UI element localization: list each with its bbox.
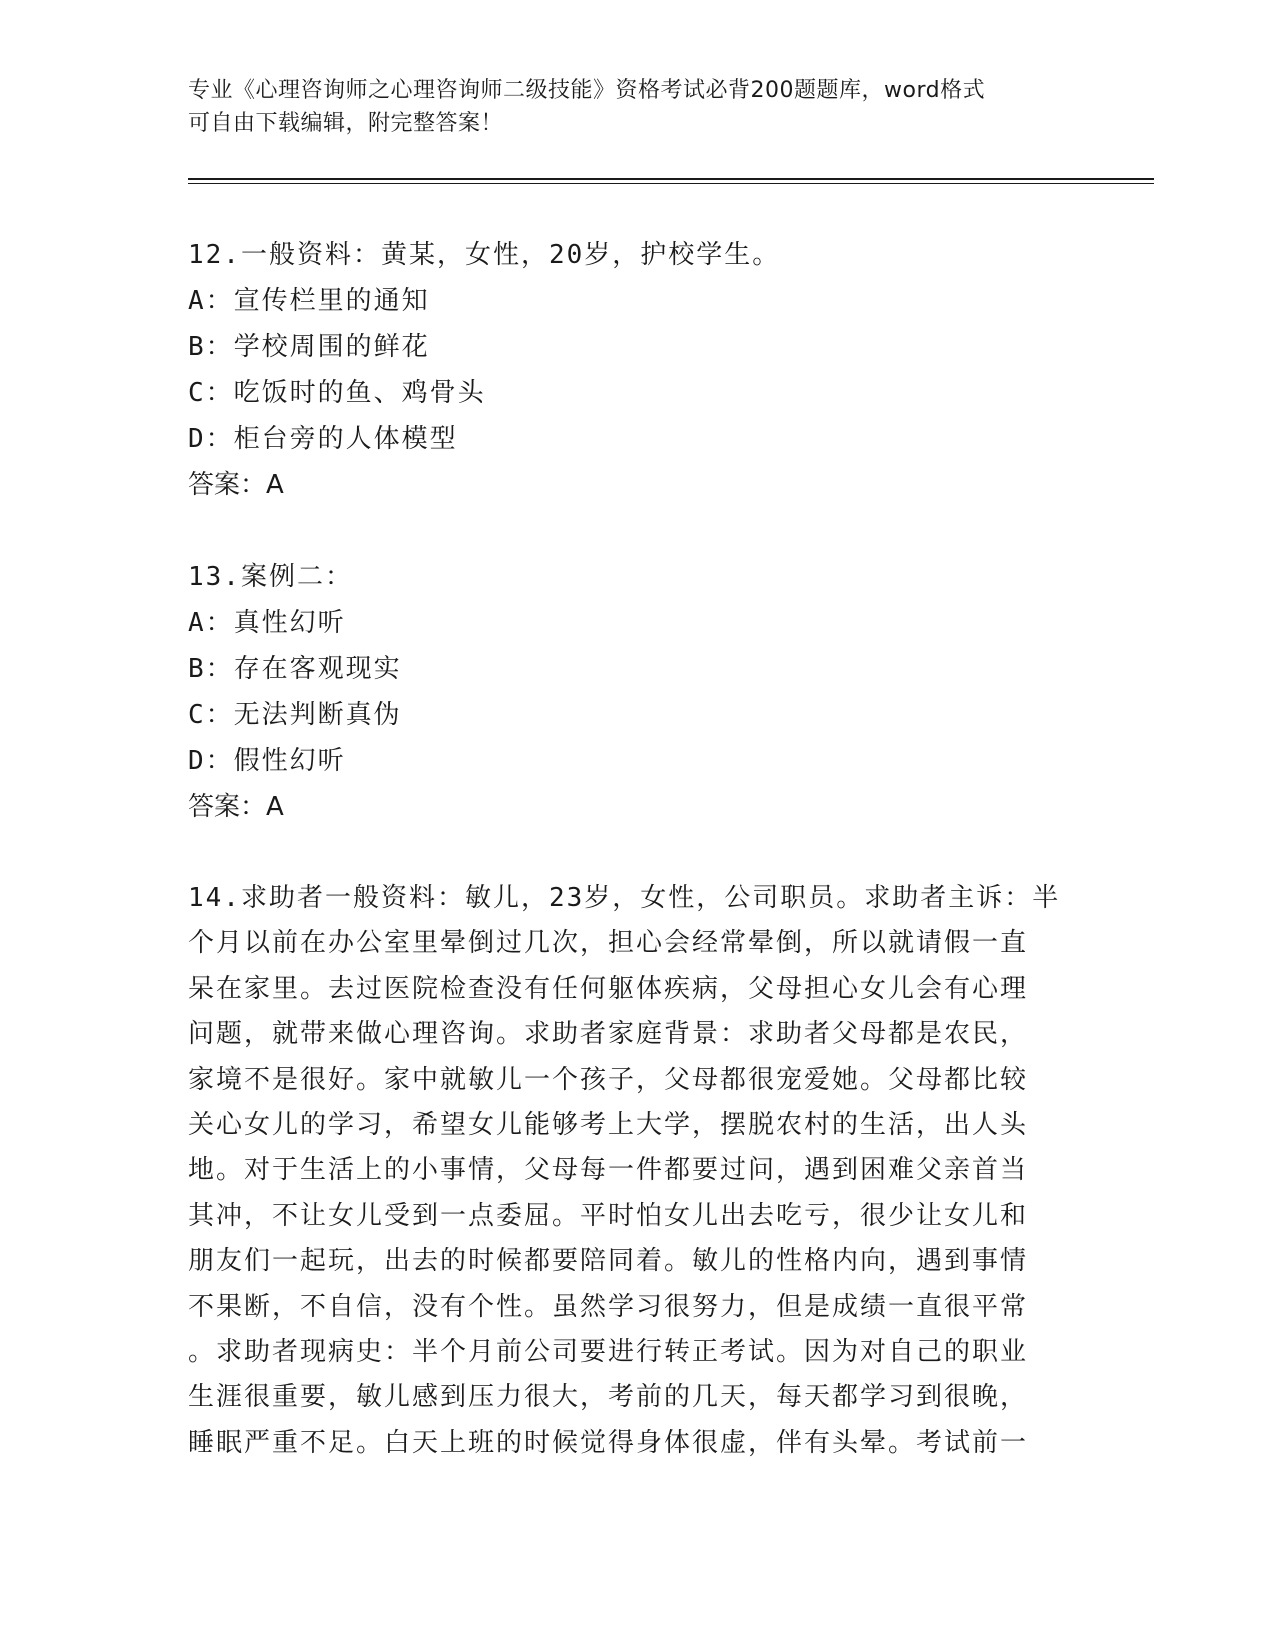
- question-list: [188, 232, 1088, 1466]
- question-text-line: 问题，就带来做心理咨询。求助者家庭背景：求助者父母都是农民，: [188, 1019, 1029, 1050]
- question-text-line: 呆在家里。去过医院检查没有任何躯体疾病，父母担心女儿会有心理: [188, 973, 1029, 1004]
- question-text-line: 其冲，不让女儿受到一点委屈。平时怕女儿出去吃亏，很少让女儿和: [188, 1200, 1029, 1231]
- question-text-line: 睡眠严重不足。白天上班的时候觉得身体很虚，伴有头晕。考试前一: [188, 1427, 1029, 1458]
- question-text-line: 地。对于生活上的小事情，父母每一件都要过问，遇到困难父亲首当: [188, 1155, 1029, 1186]
- option-d: D：柜台旁的人体模型: [188, 424, 458, 454]
- header-divider-thin: [188, 183, 1154, 184]
- option-d: D：假性幻听: [188, 746, 346, 776]
- option-b: B：学校周围的鲜花: [188, 332, 430, 362]
- question-text-line: 不果断，不自信，没有个性。虽然学习很努力，但是成绩一直很平常: [188, 1291, 1029, 1322]
- document-header: [188, 74, 1068, 140]
- header-title-line-1: 专业《心理咨询师之心理咨询师二级技能》资格考试必背200题题库，word格式: [188, 78, 986, 103]
- option-c: C：吃饭时的鱼、鸡骨头: [188, 378, 486, 408]
- option-a: A：真性幻听: [188, 608, 346, 638]
- answer-line: 答案：A: [188, 792, 284, 822]
- question-stem: 12.一般资料：黄某，女性，20岁，护校学生。: [188, 240, 781, 270]
- question-text-line: 家境不是很好。家中就敏儿一个孩子，父母都很宠爱她。父母都比较: [188, 1064, 1029, 1095]
- header-title-line-2: 可自由下载编辑，附完整答案！: [188, 111, 504, 136]
- option-b: B：存在客观现实: [188, 654, 402, 684]
- question-text-line: 。求助者现病史：半个月前公司要进行转正考试。因为对自己的职业: [188, 1336, 1029, 1367]
- question-13: [188, 554, 1088, 830]
- question-text-line: 朋友们一起玩，出去的时候都要陪同着。敏儿的性格内向，遇到事情: [188, 1246, 1029, 1277]
- option-a: A：宣传栏里的通知: [188, 286, 430, 316]
- option-c: C：无法判断真伪: [188, 700, 402, 730]
- question-text-line: 关心女儿的学习，希望女儿能够考上大学，摆脱农村的生活，出人头: [188, 1109, 1029, 1140]
- header-divider-thick: [188, 178, 1154, 180]
- question-stem: 13.案例二：: [188, 562, 353, 592]
- question-text-line: 14.求助者一般资料：敏儿，23岁，女性，公司职员。求助者主诉：半: [188, 883, 1061, 913]
- answer-line: 答案：A: [188, 470, 284, 500]
- question-text-line: 生涯很重要，敏儿感到压力很大，考前的几天，每天都学习到很晚，: [188, 1382, 1029, 1413]
- question-text-line: 个月以前在办公室里晕倒过几次，担心会经常晕倒，所以就请假一直: [188, 928, 1029, 959]
- question-12: [188, 232, 1088, 508]
- question-14: [188, 876, 1088, 1466]
